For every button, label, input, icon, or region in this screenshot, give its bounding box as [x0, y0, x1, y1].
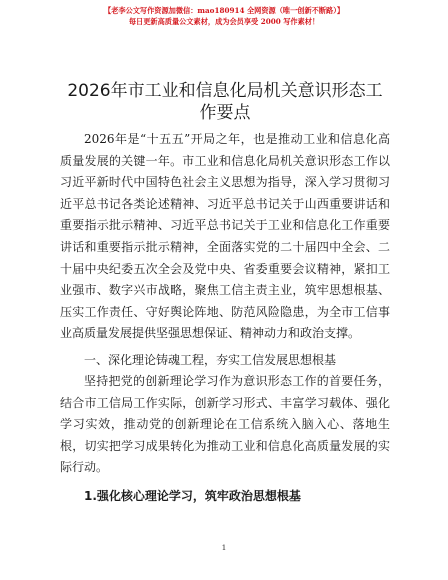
document-body: [60, 129, 390, 507]
section-1-heading: 一、深化理论铸魂工程，夯实工信发展思想根基: [84, 352, 337, 367]
promo-banner-line-2: 每日更新高质量公文素材，成为会员享受 2000 写作素材！: [128, 16, 320, 26]
subsection-1-heading: 1.强化核心理论学习，筑牢政治思想根基: [84, 488, 301, 503]
section-1-paragraph: 坚持把党的创新理论学习作为意识形态工作的首要任务，结合市工信局工作实际，创新学习形式、丰富学习载体、强化学习实效，推动党的创新理论在工信系统入脑入心、落地生根，切实把学习成果转化为推动工业和信息化高质量发展的实际行动。: [60, 373, 390, 475]
promo-banner: [0, 6, 448, 27]
promo-banner-line-1: 【老李公文写作资源加微信：mao180914 全网资源（唯一创新不断路）】: [103, 6, 345, 15]
intro-paragraph: 2026年是“十五五”开局之年，也是推动工业和信息化高质量发展的关键一年。市工业和信息化局机关意识形态工作以习近平新时代中国特色社会主义思想为指导，深入学习贯彻习近平总书记各类论述精神、习近平总书记关于山西重要讲话和重要指示批示精神、习近平总书记关于工业和信息化工作重要讲话和重要指示批示精神，全面落实党的二十届四中全会、二十届中央纪委五次全会及党中央、省委重要会议精神，紧扣工业强市、数字兴市战略，聚焦工信主责主业，筑牢思想根基、压实工作责任、守好舆论阵地、防范风险隐患，为全市工信事业高质量发展提供坚强思想保证、精神动力和政治支撑。: [60, 132, 390, 341]
page-number: 1: [221, 543, 227, 552]
document-title: 2026年市工业和信息化局机关意识形态工作要点: [67, 81, 383, 123]
